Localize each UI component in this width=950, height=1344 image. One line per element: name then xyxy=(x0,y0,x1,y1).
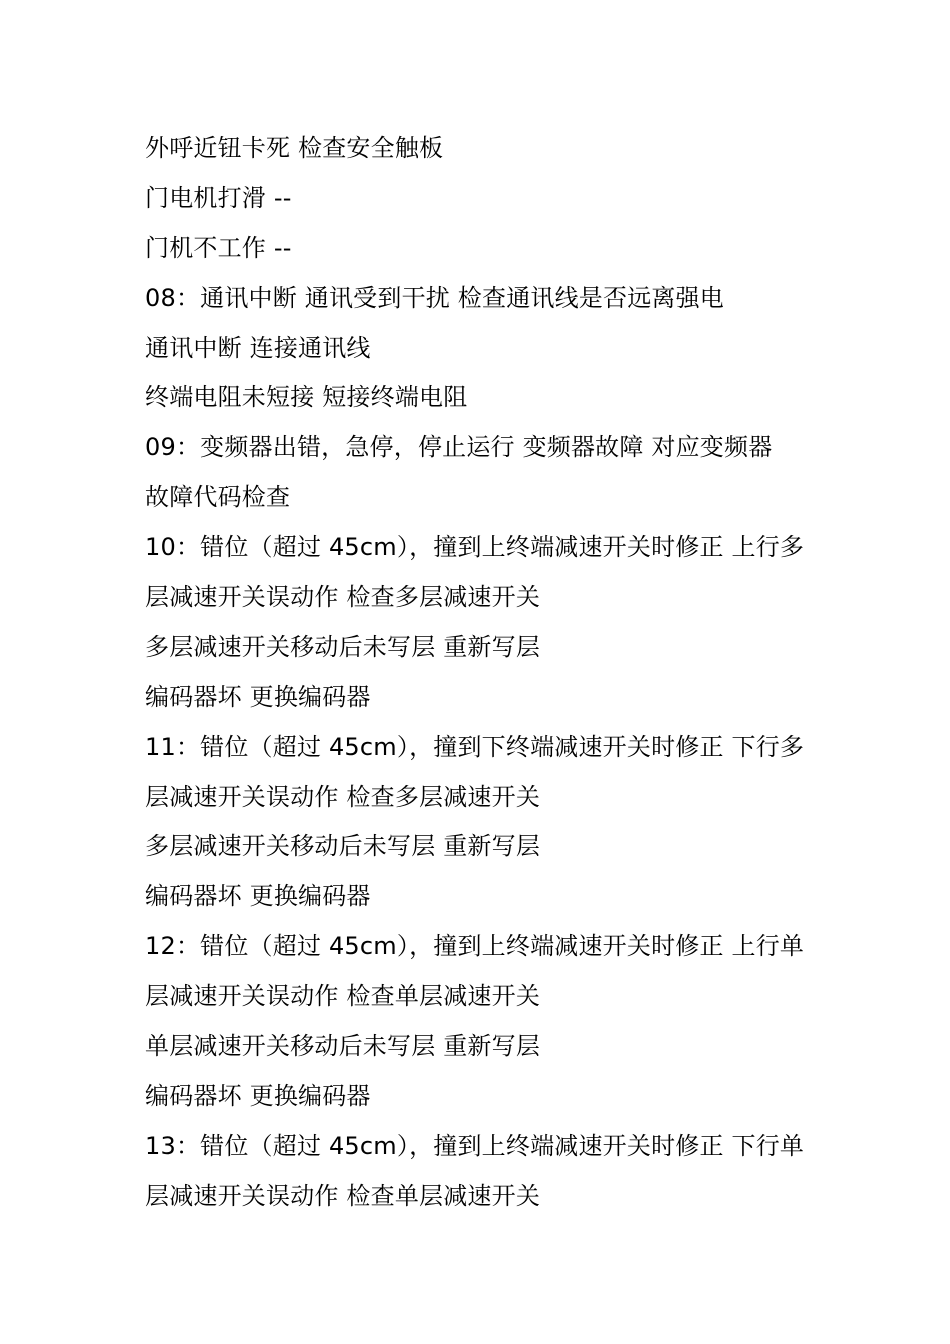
text-line: 层减速开关误动作 检查多层减速开关 xyxy=(145,583,541,612)
text-line: 门电机打滑 -- xyxy=(145,183,292,212)
text-line: 09：变频器出错，急停，停止运行 变频器故障 对应变频器 xyxy=(145,433,773,462)
text-line: 门机不工作 -- xyxy=(145,233,292,262)
text-line: 外呼近钮卡死 检查安全触板 xyxy=(145,134,444,162)
text-line: 编码器坏 更换编码器 xyxy=(145,682,371,711)
text-line: 多层减速开关移动后未写层 重新写层 xyxy=(145,832,541,861)
text-line: 单层减速开关移动后未写层 重新写层 xyxy=(145,1032,541,1061)
text-line: 层减速开关误动作 检查多层减速开关 xyxy=(145,782,541,811)
text-line: 层减速开关误动作 检查单层减速开关 xyxy=(145,982,541,1011)
text-line: 11：错位（超过 45cm），撞到下终端减速开关时修正 下行多 xyxy=(145,732,805,761)
text-line: 多层减速开关移动后未写层 重新写层 xyxy=(145,632,541,661)
text-line: 08：通讯中断 通讯受到干扰 检查通讯线是否远离强电 xyxy=(145,283,724,312)
document-body xyxy=(145,124,825,1222)
text-line: 12：错位（超过 45cm），撞到上终端减速开关时修正 上行单 xyxy=(145,932,805,961)
text-line: 编码器坏 更换编码器 xyxy=(145,1081,371,1110)
text-line: 10：错位（超过 45cm），撞到上终端减速开关时修正 上行多 xyxy=(145,533,805,562)
text-line: 编码器坏 更换编码器 xyxy=(145,882,371,911)
text-line: 故障代码检查 xyxy=(145,483,291,512)
text-line: 层减速开关误动作 检查单层减速开关 xyxy=(145,1181,541,1210)
text-line: 终端电阻未短接 短接终端电阻 xyxy=(145,383,468,412)
text-line: 通讯中断 连接通讯线 xyxy=(145,333,371,362)
text-line: 13：错位（超过 45cm），撞到上终端减速开关时修正 下行单 xyxy=(145,1131,805,1160)
